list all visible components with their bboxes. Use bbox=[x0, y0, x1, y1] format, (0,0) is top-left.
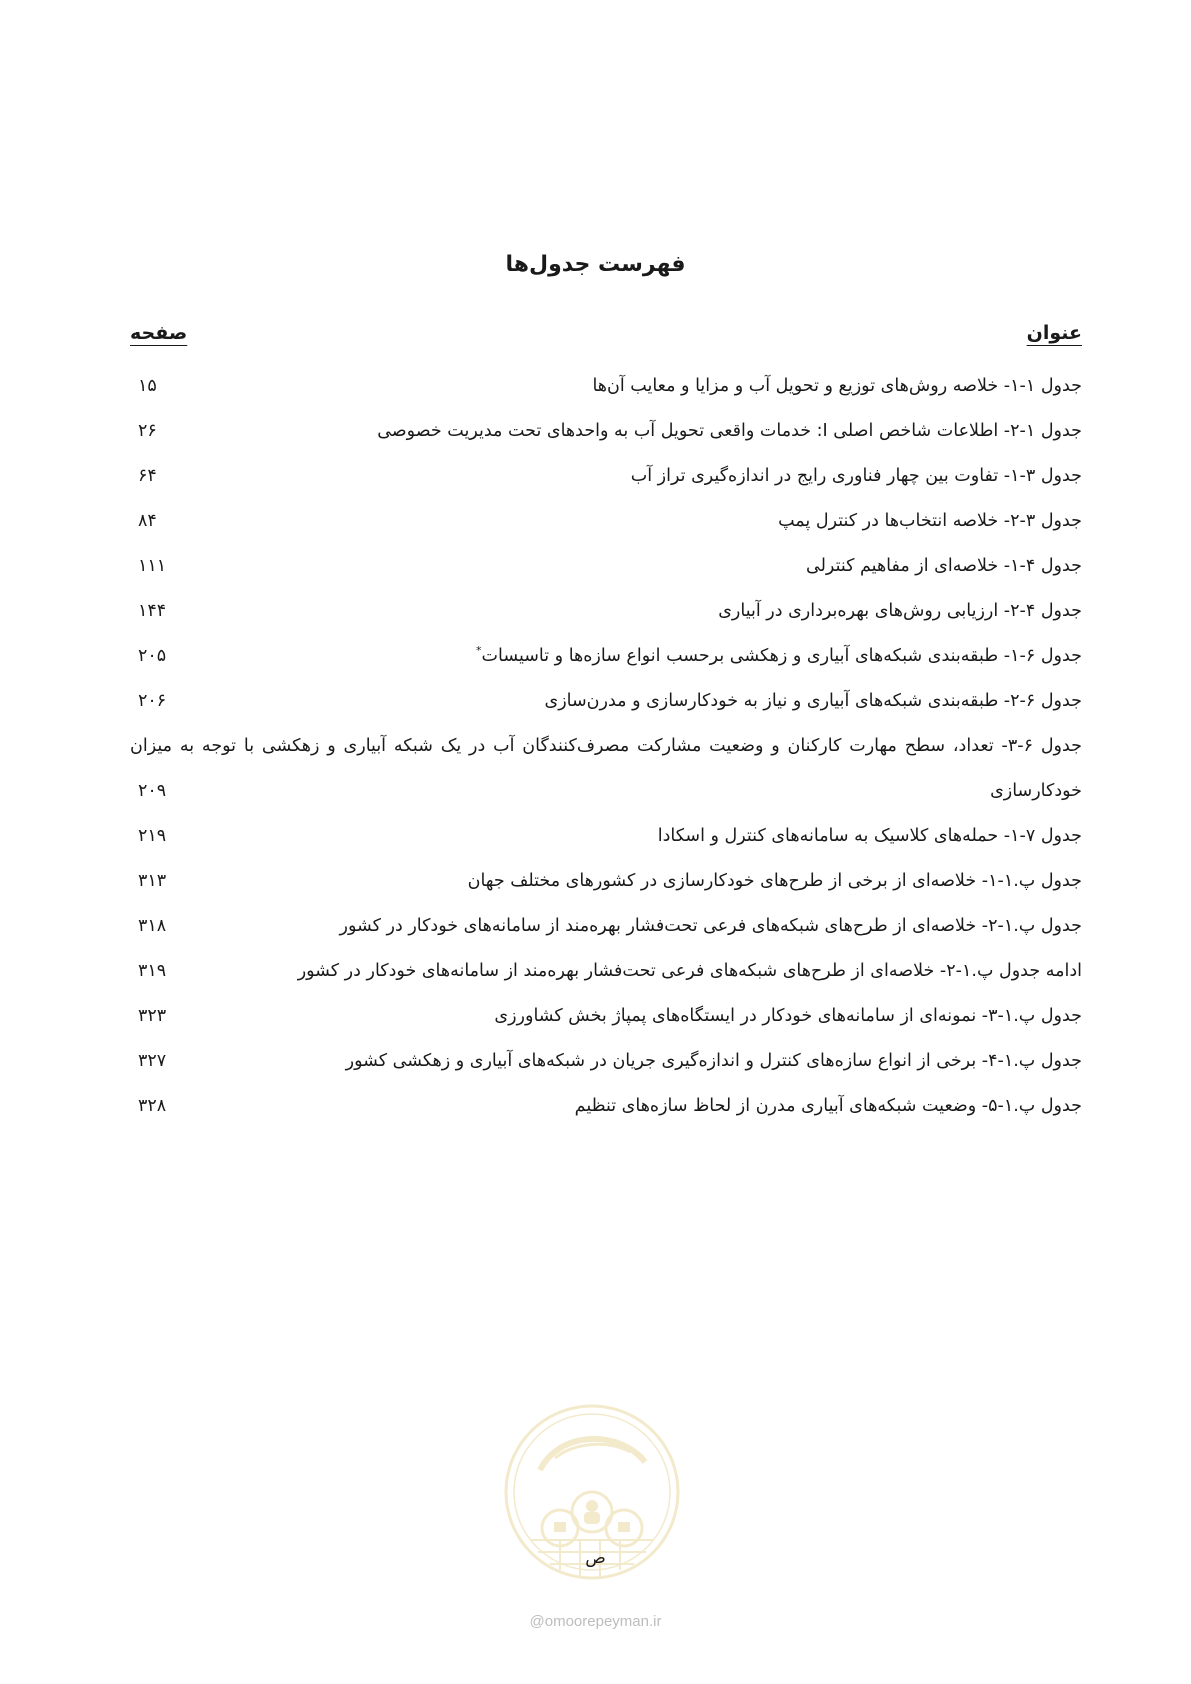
entry-page-number: ۳۱۹ bbox=[138, 961, 167, 981]
entry-page-number: ۲۰۹ bbox=[138, 781, 167, 801]
footnote-mark: * bbox=[476, 644, 482, 658]
entry-page-number: ۲۰۶ bbox=[138, 691, 167, 711]
toc-entry[interactable] bbox=[130, 499, 1082, 544]
entry-page-number: ۳۲۸ bbox=[138, 1096, 167, 1116]
toc-entry[interactable] bbox=[130, 724, 1082, 814]
page-number: ص bbox=[585, 1548, 606, 1568]
toc-entry[interactable] bbox=[130, 994, 1082, 1039]
toc-entry[interactable] bbox=[130, 544, 1082, 589]
entry-page-number: ۳۲۷ bbox=[138, 1051, 167, 1071]
entry-title: جدول ۱-۱- خلاصه روش‌های توزیع و تحویل آب و مزایا و معایب آن‌ها bbox=[592, 376, 1082, 396]
entry-title: جدول پ.۱-۵- وضعیت شبکه‌های آبیاری مدرن از لحاظ سازه‌های تنظیم bbox=[574, 1096, 1082, 1116]
toc-entry[interactable] bbox=[130, 409, 1082, 454]
toc-header bbox=[130, 322, 1082, 356]
entry-page-number: ۲۱۹ bbox=[138, 826, 167, 846]
entry-page-number: ۱۴۴ bbox=[138, 601, 167, 621]
page-column-header: صفحه bbox=[130, 322, 188, 344]
table-of-tables bbox=[130, 364, 1082, 1129]
entry-page-number: ۲۶ bbox=[138, 421, 157, 441]
entry-title: جدول ۳-۱- تفاوت بین چهار فناوری رایج در اندازه‌گیری تراز آب bbox=[630, 466, 1082, 486]
entry-title: جدول ۶-۱- طبقه‌بندی شبکه‌های آبیاری و زهکشی برحسب انواع سازه‌ها و تاسیسات bbox=[481, 646, 1082, 666]
toc-entry[interactable] bbox=[130, 679, 1082, 724]
entry-page-number: ۳۱۳ bbox=[138, 871, 167, 891]
entry-title: جدول پ.۱-۴- برخی از انواع سازه‌های کنترل و اندازه‌گیری جریان در شبکه‌های آبیاری و زهکشی کشور bbox=[345, 1051, 1082, 1071]
entry-title-wrapper bbox=[476, 634, 1082, 679]
entry-title: جدول پ.۱-۳- نمونه‌ای از سامانه‌های خودکار در ایستگاه‌های پمپاژ بخش کشاورزی bbox=[494, 1006, 1082, 1026]
entry-title: جدول ۳-۲- خلاصه انتخاب‌ها در کنترل پمپ bbox=[778, 511, 1082, 531]
toc-entry[interactable] bbox=[130, 1084, 1082, 1129]
toc-entry[interactable] bbox=[130, 1039, 1082, 1084]
entry-title: ادامه جدول پ.۱-۲- خلاصه‌ای از طرح‌های شبکه‌های فرعی تحت‌فشار بهره‌مند از سامانه‌های خودکار در کشور bbox=[297, 961, 1082, 981]
toc-entry[interactable] bbox=[130, 859, 1082, 904]
entry-title: جدول ۴-۲- ارزیابی روش‌های بهره‌برداری در آبیاری bbox=[718, 601, 1082, 621]
entry-page-number: ۳۲۳ bbox=[138, 1006, 167, 1026]
watermark-url: @omoorepeyman.ir bbox=[529, 1613, 662, 1630]
entry-title: جدول ۶-۲- طبقه‌بندی شبکه‌های آبیاری و نیاز به خودکارسازی و مدرن‌سازی bbox=[544, 691, 1082, 711]
entry-title: جدول پ.۱-۱- خلاصه‌ای از برخی از طرح‌های خودکارسازی در کشورهای مختلف جهان bbox=[467, 871, 1082, 891]
entry-page-number: ۳۱۸ bbox=[138, 916, 167, 936]
toc-entry[interactable] bbox=[130, 814, 1082, 859]
entry-page-number: ۱۱۱ bbox=[138, 556, 167, 576]
entry-title: جدول ۷-۱- حمله‌های کلاسیک به سامانه‌های کنترل و اسکادا bbox=[657, 826, 1082, 846]
entry-page-number: ۸۴ bbox=[138, 511, 157, 531]
toc-entry[interactable] bbox=[130, 634, 1082, 679]
entry-page-number: ۶۴ bbox=[138, 466, 157, 486]
entry-page-number: ۲۰۵ bbox=[138, 646, 167, 666]
entry-title: جدول ۴-۱- خلاصه‌ای از مفاهیم کنترلی bbox=[806, 556, 1082, 576]
toc-entry[interactable] bbox=[130, 904, 1082, 949]
entry-title: جدول پ.۱-۲- خلاصه‌ای از طرح‌های شبکه‌های فرعی تحت‌فشار بهره‌مند از سامانه‌های خودکار در کشور bbox=[339, 916, 1082, 936]
entry-page-number: ۱۵ bbox=[138, 376, 157, 396]
title-column-header: عنوان bbox=[1026, 322, 1082, 344]
page-title: فهرست جدول‌ها bbox=[505, 252, 686, 277]
toc-entry[interactable] bbox=[130, 589, 1082, 634]
toc-entry[interactable] bbox=[130, 364, 1082, 409]
toc-entry[interactable] bbox=[130, 949, 1082, 994]
toc-entry[interactable] bbox=[130, 454, 1082, 499]
entry-title: جدول ۱-۲- اطلاعات شاخص اصلی I: خدمات واقعی تحویل آب به واحدهای تحت مدیریت خصوصی bbox=[377, 421, 1082, 441]
entry-title: جدول ۶-۳- تعداد، سطح مهارت کارکنان و وضعیت مشارکت مصرف‌کنندگان آب در یک شبکه آبیاری و زهکشی با توجه به میزان خودکارسازی bbox=[130, 736, 1082, 801]
